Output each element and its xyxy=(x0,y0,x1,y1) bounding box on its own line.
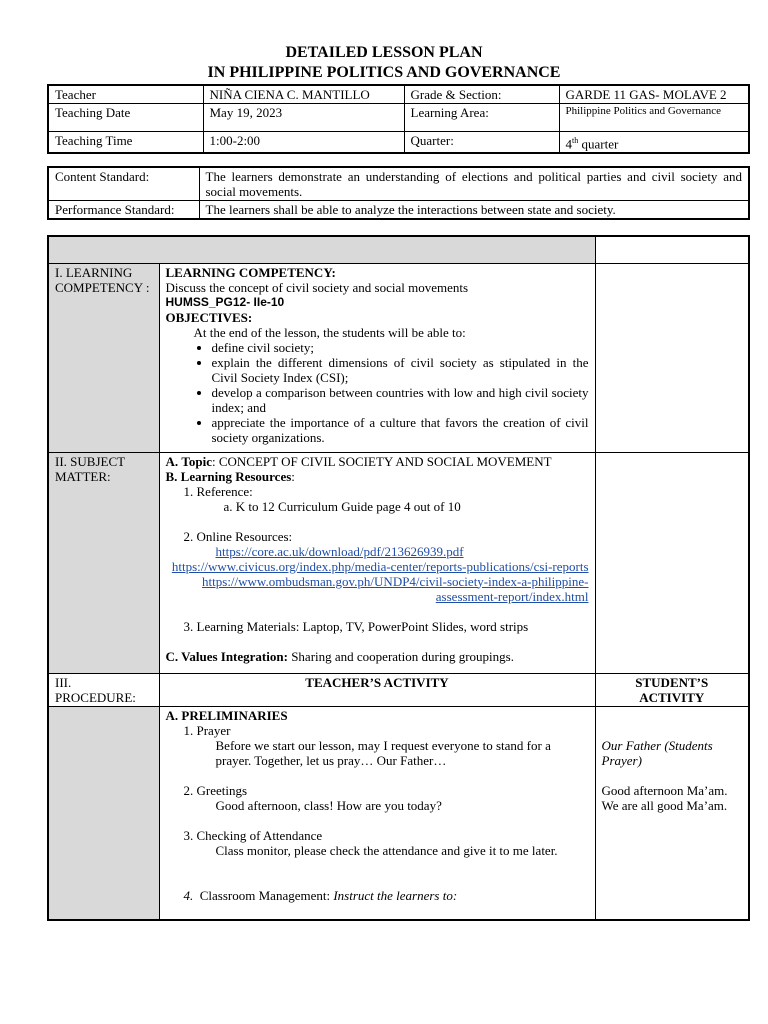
resource-link[interactable]: https://www.civicus.org/index.php/media-center/reports-publications/csi-reports xyxy=(171,558,589,574)
teacher-activity-content xyxy=(159,706,595,920)
resource-link[interactable]: https://core.ac.uk/download/pdf/213626939.pdf xyxy=(215,543,464,559)
header-shaded-cell xyxy=(48,236,595,263)
online-resources-label: 2. Online Resources: xyxy=(183,528,293,544)
procedure-section-label: III. PROCEDURE: xyxy=(48,673,159,706)
reference-item: a. K to 12 Curriculum Guide page 4 out of 10 xyxy=(223,498,461,514)
teacher-value: NIÑA CIENA C. MANTILLO xyxy=(203,85,404,104)
management-line xyxy=(166,888,589,903)
date-value: May 19, 2023 xyxy=(203,104,404,132)
objectives-heading: OBJECTIVES: xyxy=(165,309,253,325)
procedure-shaded-cell xyxy=(48,706,159,920)
area-label: Learning Area: xyxy=(404,104,559,132)
student-greeting-response: Good afternoon Ma’am. We are all good Ma’am. xyxy=(601,782,728,813)
competency-code: HUMSS_PG12- IIe-10 xyxy=(165,294,285,309)
lesson-plan-table xyxy=(47,235,750,921)
competency-heading: LEARNING COMPETENCY: xyxy=(165,264,336,280)
reference-label: 1. Reference: xyxy=(183,483,253,499)
time-label: Teaching Time xyxy=(48,132,203,154)
objectives-list xyxy=(166,340,589,445)
topic-label: Topic xyxy=(181,453,212,469)
objective-item: • appreciate the importance of a culture that favors the creation of civil society organizations. xyxy=(212,415,589,445)
attendance-text: Class monitor, please check the attendance and give it to me later. xyxy=(215,842,558,858)
subject-section-label: II. SUBJECT MATTER: xyxy=(48,452,159,673)
topic-line xyxy=(166,454,589,469)
objective-item: • explain the different dimensions of civil society as stipulated in the Civil Society Index (CSI); xyxy=(212,355,589,385)
competency-content xyxy=(159,263,595,452)
performance-standard-label: Performance Standard: xyxy=(48,201,199,220)
competency-notes-cell xyxy=(595,263,749,452)
teacher-info-table xyxy=(47,84,750,154)
teacher-activity-header: TEACHER’S ACTIVITY xyxy=(159,673,595,706)
objectives-intro: At the end of the lesson, the students will be able to: xyxy=(193,324,466,340)
greetings-label: 2. Greetings xyxy=(183,782,248,798)
subject-content xyxy=(159,452,595,673)
grade-value: GARDE 11 GAS- MOLAVE 2 xyxy=(559,85,749,104)
student-activity-content xyxy=(595,706,749,920)
management-number: 4. xyxy=(183,887,194,903)
values-label: C. Values Integration: xyxy=(165,648,288,664)
competency-section-label: I. LEARNING COMPETENCY : xyxy=(48,263,159,452)
date-label: Teaching Date xyxy=(48,104,203,132)
student-prayer-response: Our Father (Students Prayer) xyxy=(601,737,713,768)
quarter-suffix: th xyxy=(572,136,579,145)
header-blank-cell xyxy=(595,236,749,263)
topic-letter: A. xyxy=(165,453,179,469)
quarter-label: Quarter: xyxy=(404,132,559,154)
learning-materials: 3. Learning Materials: Laptop, TV, PowerPoint Slides, word strips xyxy=(183,618,529,634)
resources-colon: : xyxy=(291,468,295,484)
values-line xyxy=(166,649,589,664)
document-title-line1: DETAILED LESSON PLAN xyxy=(285,44,483,61)
management-text: Instruct the learners to: xyxy=(330,887,458,903)
greetings-text: Good afternoon, class! How are you today? xyxy=(215,797,442,813)
content-standard-value: The learners demonstrate an understanding of elections and political parties and civil society and social movements. xyxy=(199,167,749,201)
content-standard-label: Content Standard: xyxy=(48,167,199,201)
prayer-text: Before we start our lesson, may I request everyone to stand for a prayer. Together, let us pray… Our Father… xyxy=(215,737,551,768)
objective-item: • define civil society; xyxy=(212,340,589,355)
competency-description: Discuss the concept of civil society and social movements xyxy=(165,279,469,295)
area-value: Philippine Politics and Governance xyxy=(559,104,749,132)
management-label: Classroom Management: xyxy=(199,887,331,903)
resources-line xyxy=(166,469,589,484)
resources-label: B. Learning Resources xyxy=(165,468,292,484)
grade-label: Grade & Section: xyxy=(404,85,559,104)
time-value: 1:00-2:00 xyxy=(203,132,404,154)
attendance-label: 3. Checking of Attendance xyxy=(183,827,323,843)
topic-value: : CONCEPT OF CIVIL SOCIETY AND SOCIAL MOVEMENT xyxy=(211,453,552,469)
subject-notes-cell xyxy=(595,452,749,673)
student-activity-header: STUDENT’S ACTIVITY xyxy=(595,673,749,706)
teacher-label: Teacher xyxy=(48,85,203,104)
values-value: Sharing and cooperation during groupings. xyxy=(287,648,514,664)
quarter-number: 4 xyxy=(565,136,572,152)
performance-standard-value: The learners shall be able to analyze the interactions between state and society. xyxy=(199,201,749,220)
document-title-line2: IN PHILIPPINE POLITICS AND GOVERNANCE xyxy=(207,64,561,81)
prayer-label: 1. Prayer xyxy=(183,722,231,738)
standards-table xyxy=(47,166,750,220)
resource-link[interactable]: https://www.ombudsman.gov.ph/UNDP4/civil-society-index-a-philippine-assessment-report/index.html xyxy=(202,573,589,604)
quarter-word: quarter xyxy=(578,136,619,152)
objective-item: • develop a comparison between countries with low and high civil society index; and xyxy=(212,385,589,415)
preliminaries-heading: A. PRELIMINARIES xyxy=(165,707,288,723)
quarter-value xyxy=(559,132,749,154)
